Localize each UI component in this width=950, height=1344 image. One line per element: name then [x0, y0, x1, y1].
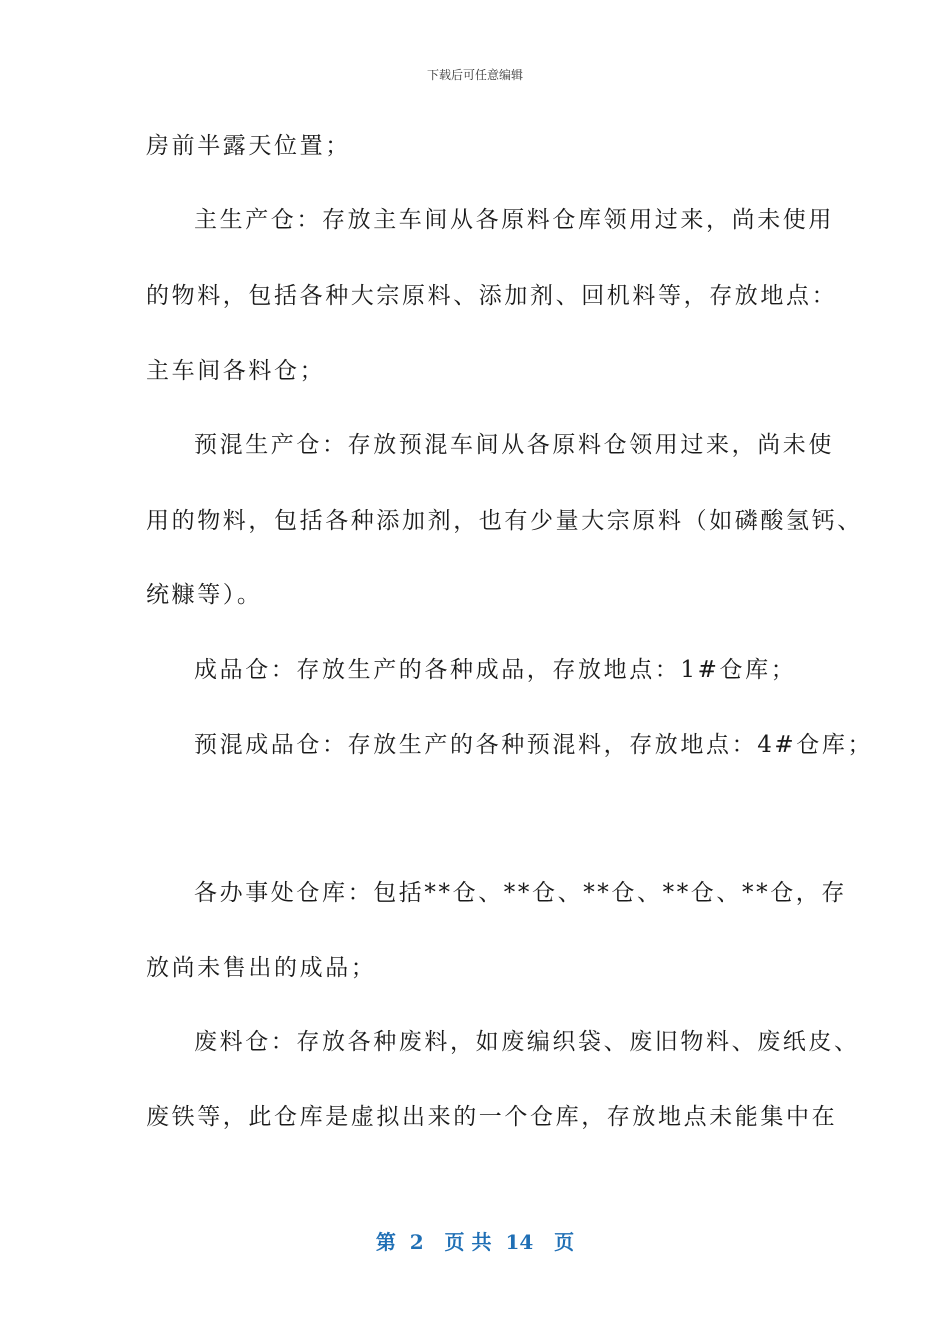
text-line: 主车间各料仓；: [146, 358, 326, 384]
text-line: 放尚未售出的成品；: [146, 955, 377, 981]
text-line: 废料仓：存放各种废料，如废编织袋、废旧物料、废纸皮、: [194, 1029, 860, 1055]
text-line: 各办事处仓库：包括**仓、**仓、**仓、**仓、**仓，存: [194, 880, 847, 906]
text-line: 预混成品仓：存放生产的各种预混料，存放地点：4#仓库；: [194, 732, 874, 758]
text-line: 的物料，包括各种大宗原料、添加剂、回机料等，存放地点：: [146, 283, 838, 309]
text-line: 预混生产仓：存放预混车间从各原料仓领用过来，尚未使: [194, 432, 834, 458]
text-line: 统糠等）。: [146, 582, 263, 608]
text-line: 用的物料，包括各种添加剂，也有少量大宗原料（如磷酸氢钙、: [146, 508, 863, 534]
text-line: 房前半露天位置；: [146, 133, 351, 159]
page-header: 下载后可任意编辑: [426, 68, 523, 82]
page-footer: 第 2 页 共 14 页: [375, 1230, 575, 1254]
text-line: 废铁等，此仓库是虚拟出来的一个仓库，存放地点未能集中在: [146, 1104, 838, 1130]
text-line: 成品仓：存放生产的各种成品，存放地点：1#仓库；: [194, 657, 797, 683]
text-line: 主生产仓：存放主车间从各原料仓库领用过来，尚未使用: [194, 207, 834, 233]
